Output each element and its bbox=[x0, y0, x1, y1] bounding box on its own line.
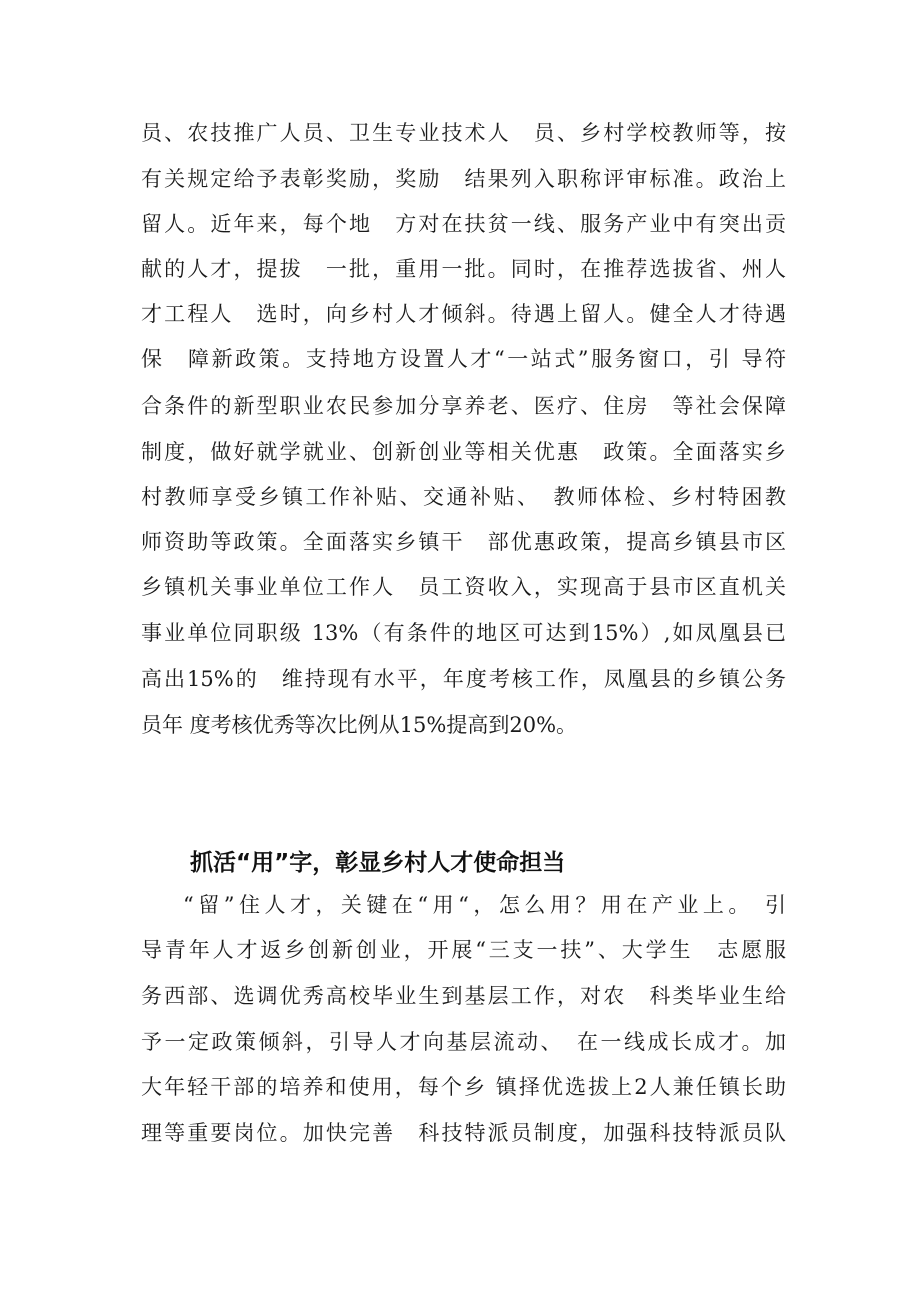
body-text-line: 保 障新政策。支持地方设置人才“一站式”服务窗口，引 导符 bbox=[141, 347, 786, 371]
body-text-line: 合条件的新型职业农民参加分享养老、医疗、住房 等社会保障 bbox=[141, 394, 786, 418]
body-text-line: 员年 度考核优秀等次比例从15%提高到20%。 bbox=[141, 713, 578, 737]
body-text-line: 高出15%的 维持现有水平，年度考核工作，凤凰县的乡镇公务 bbox=[141, 667, 786, 691]
body-text-line: 事业单位同职级 13%（有条件的地区可达到15%）,如凤凰县已 bbox=[141, 621, 786, 645]
body-text-line: 师资助等政策。全面落实乡镇干 部优惠政策，提高乡镇县市区 bbox=[141, 530, 786, 554]
body-text-line: 务西部、选调优秀高校毕业生到基层工作，对农 科类毕业生给 bbox=[141, 984, 786, 1008]
body-text-line: 理等重要岗位。加快完善 科技特派员制度，加强科技特派员队 bbox=[141, 1121, 786, 1145]
body-text-line: 献的人才，提拔 一批，重用一批。同时，在推荐选拔省、州人 bbox=[141, 257, 786, 281]
section-heading: 抓活“用”字，彰显乡村人才使命担当 bbox=[190, 850, 566, 876]
body-text-line: 留人。近年来，每个地 方对在扶贫一线、服务产业中有突出贡 bbox=[141, 212, 786, 236]
body-text-line: 员、农技推广人员、卫生专业技术人 员、乡村学校教师等，按 bbox=[141, 121, 786, 145]
body-text-line: 有关规定给予表彰奖励，奖励 结果列入职称评审标准。政治上 bbox=[141, 167, 786, 191]
body-text-line: 导青年人才返乡创新创业，开展“三支一扶”、大学生 志愿服 bbox=[141, 938, 786, 962]
body-text-line: “留”住人才，关键在“用“，怎么用？用在产业上。 引 bbox=[183, 893, 786, 917]
body-text-line: 予一定政策倾斜，引导人才向基层流动、 在一线成长成才。加 bbox=[141, 1030, 786, 1054]
body-text-line: 制度，做好就学就业、创新创业等相关优惠 政策。全面落实乡 bbox=[141, 440, 786, 464]
body-text-line: 大年轻干部的培养和使用，每个乡 镇择优选拔上2人兼任镇长助 bbox=[141, 1075, 786, 1099]
body-text-line: 乡镇机关事业单位工作人 员工资收入，实现高于县市区直机关 bbox=[141, 575, 786, 599]
body-text-line: 才工程人 选时，向乡村人才倾斜。待遇上留人。健全人才待遇 bbox=[141, 302, 786, 326]
body-text-line: 村教师享受乡镇工作补贴、交通补贴、 教师体检、乡村特困教 bbox=[141, 485, 786, 509]
